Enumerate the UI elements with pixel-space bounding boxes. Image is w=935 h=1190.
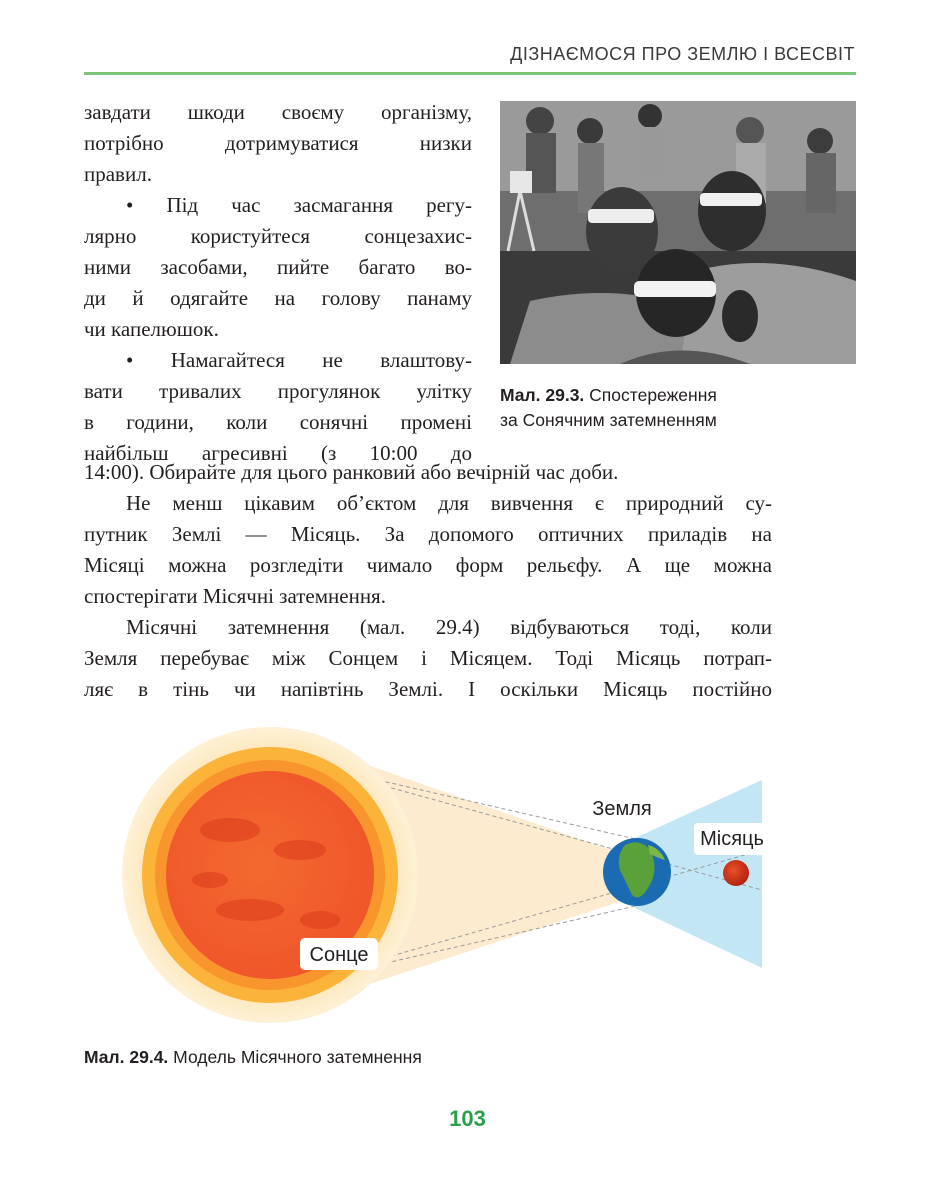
text-line: Не менш цікавим об’єктом для вивчення є природний су-	[126, 491, 772, 515]
bullet-line: • Під час засмагання регу-	[126, 193, 472, 217]
text-line: Місяці можна розгледіти чимало форм рельєфу. А ще можна	[84, 553, 772, 577]
bullet-line: • Намагайтеся не влаштову-	[126, 348, 472, 372]
moon	[723, 860, 749, 886]
figure-caption-29-4	[84, 1045, 422, 1070]
page-header: ДІЗНАЄМОСЯ ПРО ЗЕМЛЮ І ВСЕСВІТ	[510, 44, 855, 64]
earth-label: Земля	[592, 798, 652, 820]
text-line: Земля перебуває між Сонцем і Місяцем. Тоді Місяць потрап-	[84, 646, 772, 670]
figure-label: Мал. 29.4.	[84, 1047, 169, 1067]
text-line: в години, коли сонячні промені	[84, 410, 472, 434]
text-line: ними засобами, пийте багато во-	[84, 255, 472, 279]
text-line: правил.	[84, 162, 152, 186]
figure-label: Мал. 29.3.	[500, 385, 585, 405]
text-line: путник Землі — Місяць. За допомого оптичних приладів на	[84, 522, 772, 546]
text-line: ди й одягайте на голову панаму	[84, 286, 472, 310]
text-line: ляє в тінь чи напівтінь Землі. І оскільки Місяць постійно	[84, 677, 772, 701]
text-line: лярно користуйтеся сонцезахис-	[84, 224, 472, 248]
photo-illustration	[500, 101, 856, 364]
text-line: спостерігати Місячні затемнення.	[84, 584, 386, 608]
wide-text-block	[84, 457, 772, 705]
caption-text: Модель Місячного затемнення	[173, 1047, 422, 1067]
header-rule	[84, 72, 856, 75]
text-line: найбільш агресивні (з 10:00 до	[84, 441, 472, 465]
eclipse-watchers-photo	[500, 101, 856, 364]
text-line: Місячні затемнення (мал. 29.4) відбуваються тоді, коли	[126, 615, 772, 639]
caption-text: Спостереження	[589, 385, 717, 405]
sun-label: Сонце	[309, 944, 369, 966]
narrow-text-block	[84, 97, 472, 469]
text-line: вати тривалих прогулянок улітку	[84, 379, 472, 403]
lunar-eclipse-diagram	[120, 720, 800, 1030]
figure-caption-29-3	[500, 383, 856, 433]
moon-label: Місяць	[700, 828, 764, 850]
text-line: чи капелюшок.	[84, 317, 219, 341]
text-line: завдати шкоди своєму організму,	[84, 100, 472, 124]
caption-text: за Сонячним затемненням	[500, 410, 717, 430]
text-line: 14:00). Обирайте для цього ранковий або вечірній час доби.	[84, 460, 619, 484]
page-number: 103	[449, 1106, 486, 1131]
text-line: потрібно дотримуватися низки	[84, 131, 472, 155]
